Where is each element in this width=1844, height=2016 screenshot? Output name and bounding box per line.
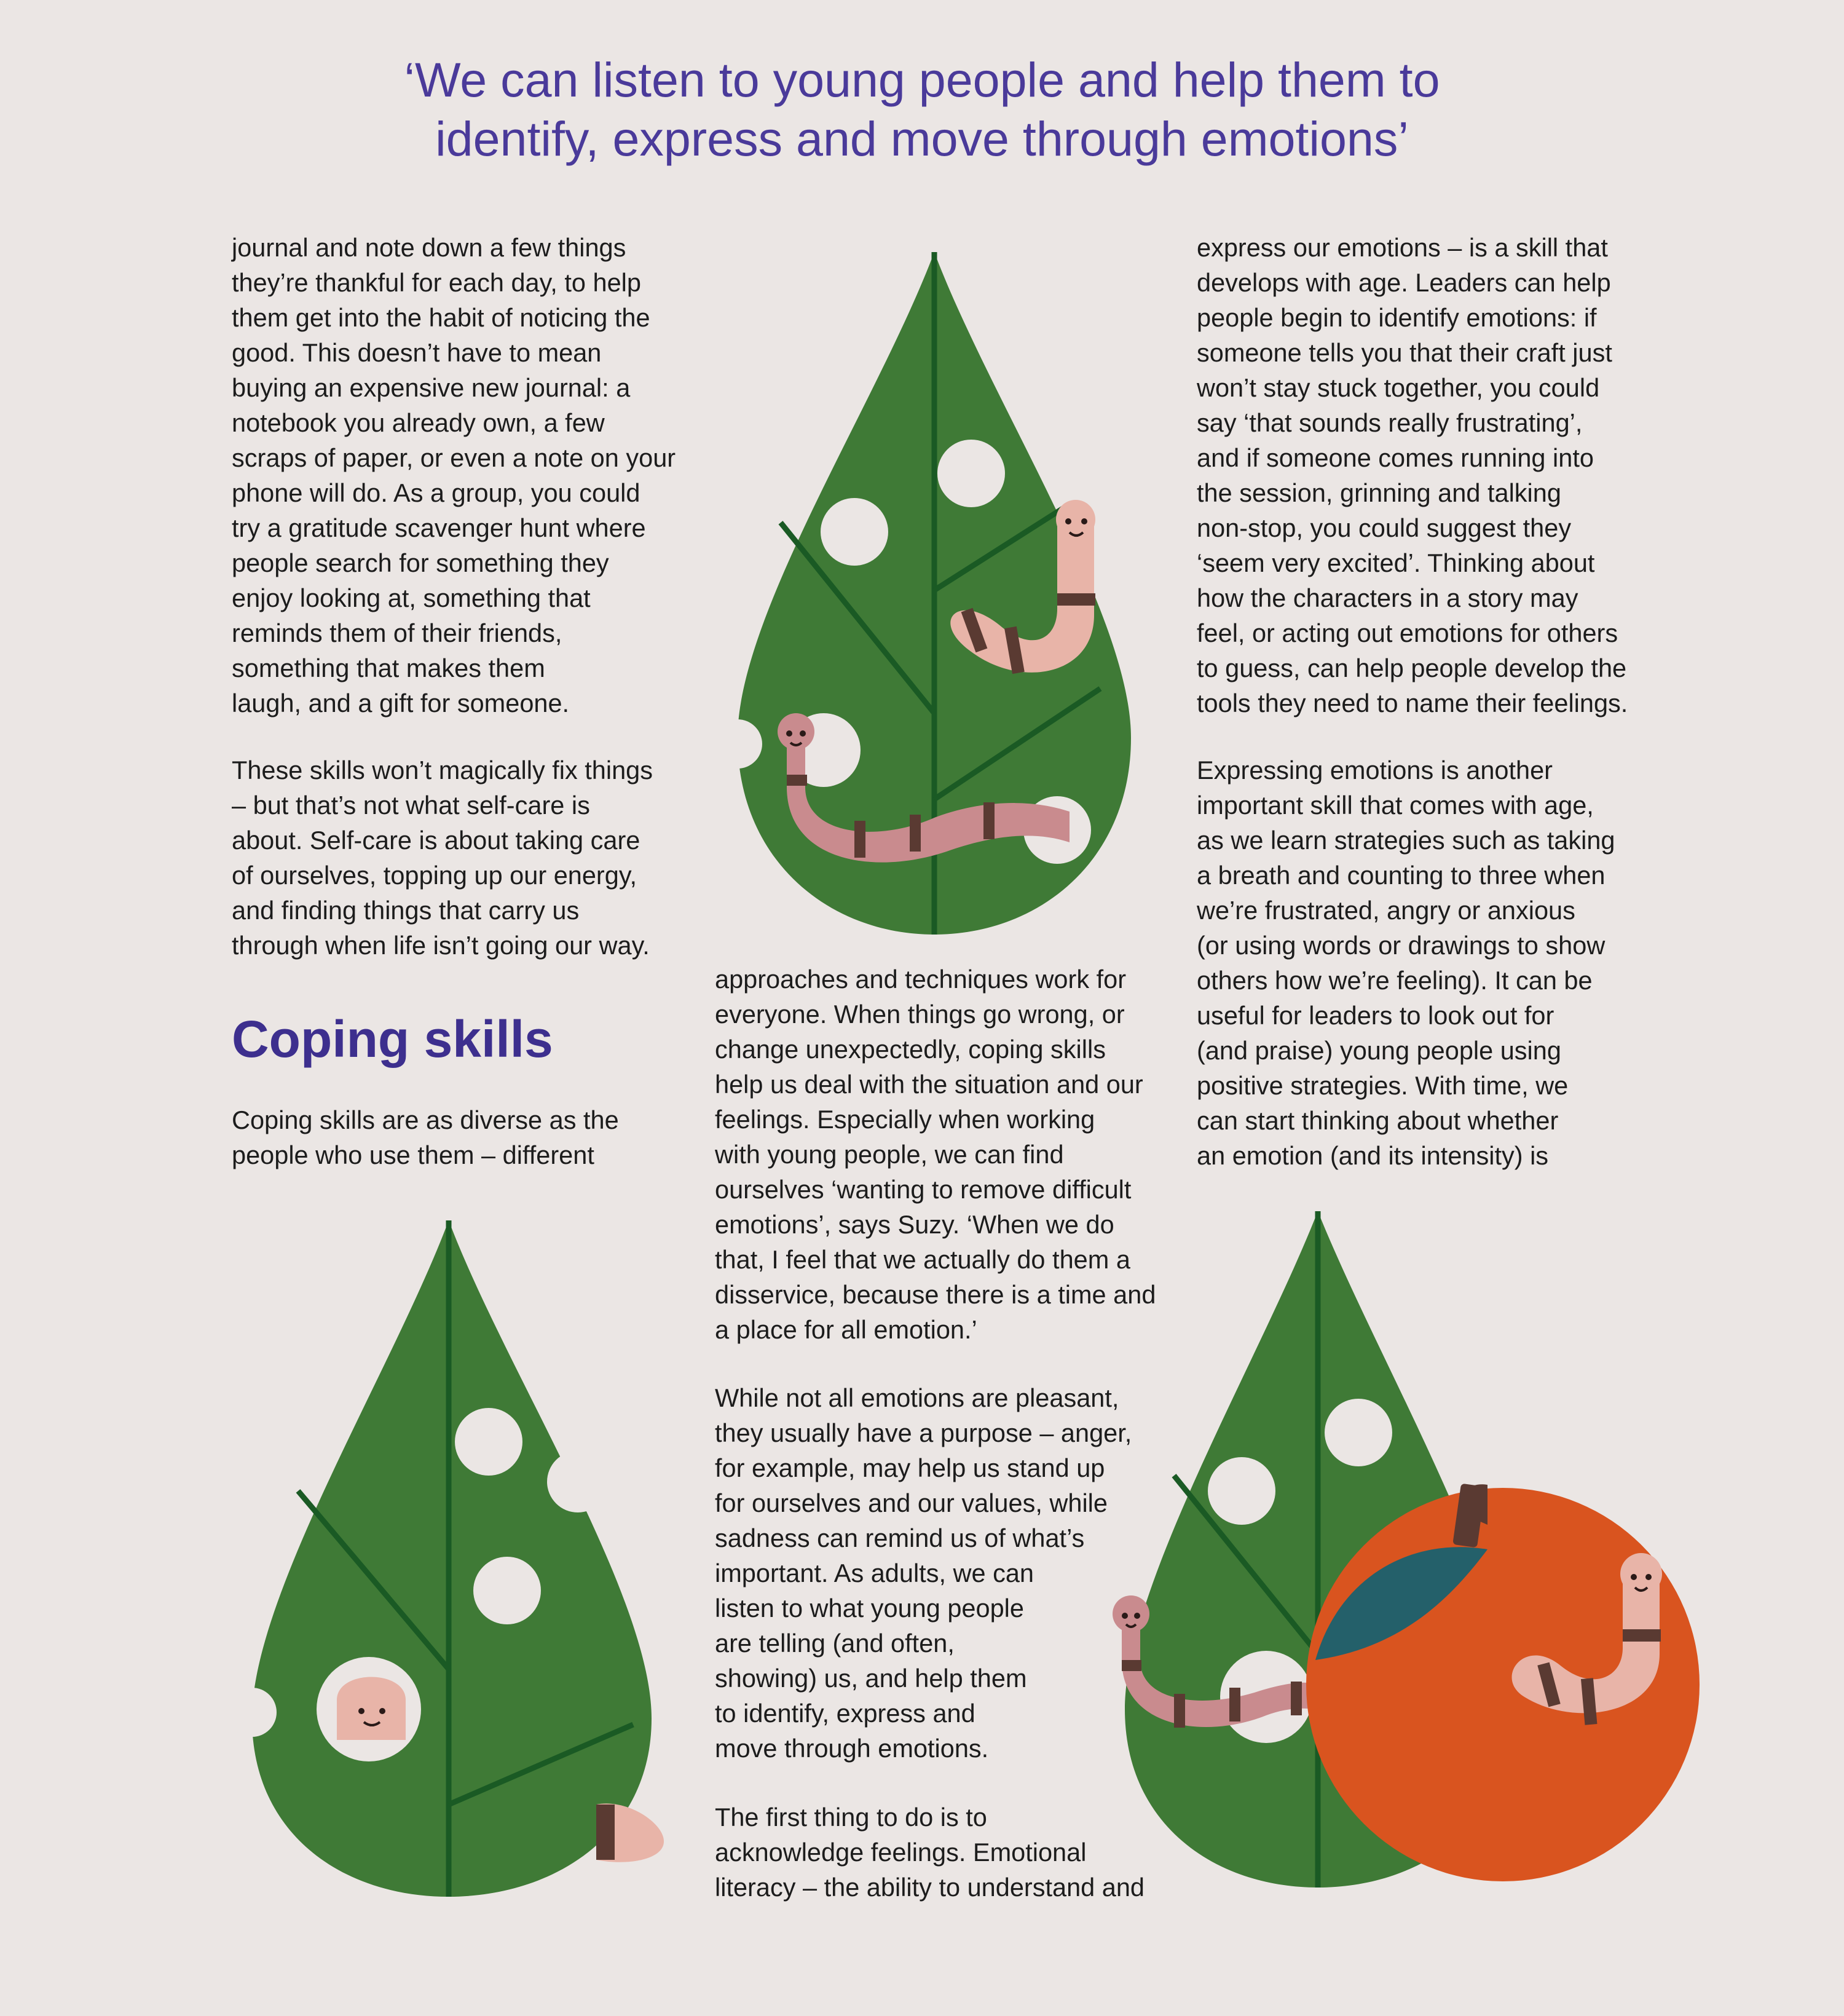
text-line: emotions’, says Suzy. ‘When we do xyxy=(715,1210,1114,1239)
text-line: something that makes them xyxy=(232,654,545,682)
leaf-hole xyxy=(1208,1457,1275,1525)
text-line: notebook you already own, a few xyxy=(232,408,605,437)
text-line: – but that’s not what self-care is xyxy=(232,791,590,820)
text-line: Coping skills are as diverse as the xyxy=(232,1105,619,1134)
text-line: everyone. When things go wrong, or xyxy=(715,1000,1125,1029)
text-line: we’re frustrated, angry or anxious xyxy=(1197,896,1575,925)
text-line: disservice, because there is a time and xyxy=(715,1280,1156,1309)
text-line: and if someone comes running into xyxy=(1197,443,1594,472)
text-line: they usually have a purpose – anger, xyxy=(715,1418,1132,1447)
worm-tail xyxy=(596,1803,664,1862)
text-line: and finding things that carry us xyxy=(232,896,580,925)
pull-quote xyxy=(184,50,1660,168)
leaf-hole xyxy=(713,719,762,769)
leaf-hole xyxy=(547,1451,609,1512)
text-line: to guess, can help people develop the xyxy=(1197,654,1627,682)
text-line: a breath and counting to three when xyxy=(1197,861,1606,890)
leaf-hole xyxy=(937,440,1005,507)
text-line: phone will do. As a group, you could xyxy=(232,478,640,507)
text-line: can start thinking about whether xyxy=(1197,1106,1559,1135)
text-line: people who use them – different xyxy=(232,1140,594,1169)
column-3-paragraph-1 xyxy=(1197,230,1628,721)
column-1-paragraph-2 xyxy=(232,753,653,963)
text-line: an emotion (and its intensity) is xyxy=(1197,1141,1549,1170)
leaf-illustration-top xyxy=(725,246,1143,941)
text-line: important. As adults, we can xyxy=(715,1559,1034,1587)
text-line: feelings. Especially when working xyxy=(715,1105,1095,1134)
text-line: journal and note down a few things xyxy=(232,233,626,262)
text-line: are telling (and often, xyxy=(715,1629,955,1658)
text-line: scraps of paper, or even a note on your xyxy=(232,443,676,472)
text-line: someone tells you that their craft just xyxy=(1197,338,1612,367)
text-line: try a gratitude scavenger hunt where xyxy=(232,513,646,542)
text-line: ‘seem very excited’. Thinking about xyxy=(1197,548,1595,577)
text-line: of ourselves, topping up our energy, xyxy=(232,861,637,890)
text-line: buying an expensive new journal: a xyxy=(232,373,631,402)
leaf-hole xyxy=(227,1688,277,1737)
text-line: enjoy looking at, something that xyxy=(232,583,591,612)
worm-peeking xyxy=(337,1677,406,1741)
pull-quote-line-1: ‘We can listen to young people and help them to xyxy=(404,52,1440,107)
column-3-paragraph-2 xyxy=(1197,753,1615,1173)
text-line: say ‘that sounds really frustrating’, xyxy=(1197,408,1583,437)
leaf-hole xyxy=(473,1557,541,1624)
leaf-hole xyxy=(455,1408,522,1476)
text-line: change unexpectedly, coping skills xyxy=(715,1035,1106,1064)
text-line: them get into the habit of noticing the xyxy=(232,303,650,332)
text-line: important skill that comes with age, xyxy=(1197,791,1594,820)
text-line: Expressing emotions is another xyxy=(1197,756,1553,785)
text-line: won’t stay stuck together, you could xyxy=(1197,373,1600,402)
text-line: literacy – the ability to understand and xyxy=(715,1873,1145,1902)
text-line: with young people, we can find xyxy=(715,1140,1064,1169)
text-line: tools they need to name their feelings. xyxy=(1197,689,1628,717)
text-line: The first thing to do is to xyxy=(715,1803,987,1832)
text-line: a place for all emotion.’ xyxy=(715,1315,977,1344)
text-line: showing) us, and help them xyxy=(715,1664,1027,1693)
text-line: (or using words or drawings to show xyxy=(1197,931,1606,960)
text-line: acknowledge feelings. Emotional xyxy=(715,1838,1087,1867)
section-heading: Coping skills xyxy=(232,1010,553,1068)
text-line: how the characters in a story may xyxy=(1197,583,1578,612)
text-line: for ourselves and our values, while xyxy=(715,1488,1108,1517)
text-line: help us deal with the situation and our xyxy=(715,1070,1143,1099)
leaf-shape xyxy=(252,1220,652,1897)
text-line: they’re thankful for each day, to help xyxy=(232,268,641,297)
pull-quote-line-2: identify, express and move through emotions’ xyxy=(435,111,1409,166)
text-line: people begin to identify emotions: if xyxy=(1197,303,1597,332)
leaf-hole xyxy=(821,498,888,566)
text-line: as we learn strategies such as taking xyxy=(1197,826,1615,855)
leaf-hole xyxy=(1325,1399,1392,1466)
column-1-paragraph-1 xyxy=(232,230,676,721)
text-line: the session, grinning and talking xyxy=(1197,478,1561,507)
text-line: sadness can remind us of what’s xyxy=(715,1524,1085,1552)
text-line: for example, may help us stand up xyxy=(715,1453,1105,1482)
text-line: positive strategies. With time, we xyxy=(1197,1071,1569,1100)
text-line: that, I feel that we actually do them a xyxy=(715,1245,1130,1274)
text-line: others how we’re feeling). It can be xyxy=(1197,966,1593,995)
text-line: (and praise) young people using xyxy=(1197,1036,1561,1065)
leaf-illustration-bottom-right xyxy=(1057,1205,1733,1906)
text-line: good. This doesn’t have to mean xyxy=(232,338,602,367)
column-1-paragraph-3 xyxy=(232,1102,619,1172)
text-line: express our emotions – is a skill that xyxy=(1197,233,1608,262)
text-line: These skills won’t magically fix things xyxy=(232,756,653,785)
text-line: laugh, and a gift for someone. xyxy=(232,689,570,717)
text-line: non-stop, you could suggest they xyxy=(1197,513,1572,542)
text-line: through when life isn’t going our way. xyxy=(232,931,650,960)
text-line: about. Self-care is about taking care xyxy=(232,826,640,855)
text-line: listen to what young people xyxy=(715,1594,1024,1623)
text-line: move through emotions. xyxy=(715,1734,989,1763)
text-line: ourselves ‘wanting to remove difficult xyxy=(715,1175,1132,1204)
text-line: develops with age. Leaders can help xyxy=(1197,268,1611,297)
text-line: feel, or acting out emotions for others xyxy=(1197,619,1618,647)
text-line: reminds them of their friends, xyxy=(232,619,562,647)
text-line: While not all emotions are pleasant, xyxy=(715,1383,1119,1412)
leaf-illustration-bottom-left xyxy=(246,1214,664,1903)
text-line: to identify, express and xyxy=(715,1699,975,1728)
text-line: useful for leaders to look out for xyxy=(1197,1001,1554,1030)
text-line: approaches and techniques work for xyxy=(715,965,1127,994)
text-line: people search for something they xyxy=(232,548,609,577)
